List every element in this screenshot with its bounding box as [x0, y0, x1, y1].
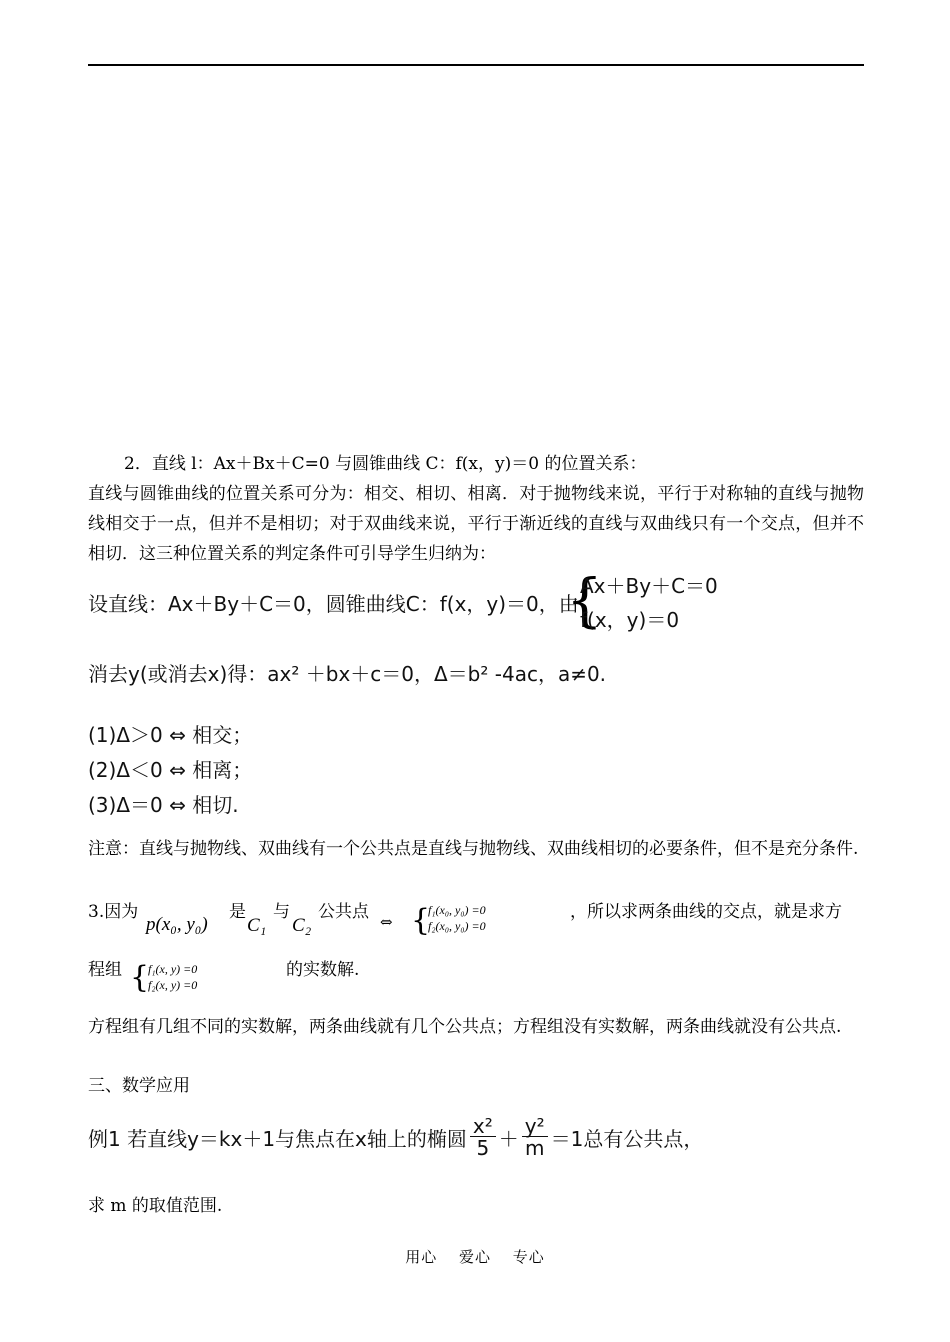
case-tangent: (3)Δ＝0 ⇔ 相切.: [88, 793, 239, 817]
example1-line: [88, 1110, 703, 1164]
footer-item-2: 爱心: [458, 1248, 491, 1266]
fraction-x2-over-5: [470, 1113, 496, 1160]
formula-line1: 设直线：Ax＋By＋C＝0，圆锥曲线C：f(x，y)＝0，由: [88, 592, 579, 616]
section2-heading: 2．直线 l：Ax＋Bx＋C=0 与圆锥曲线 C：f(x，y)＝0 的位置关系：: [124, 454, 647, 474]
curve-c1: C₁: [247, 915, 267, 936]
system-brace: {: [566, 566, 603, 634]
fraction1-numerator: x²: [470, 1116, 496, 1137]
example1-question: 求 m 的取值范围.: [88, 1196, 223, 1216]
fraction2-denominator: m: [524, 1135, 545, 1160]
fraction2-numerator: y²: [522, 1116, 548, 1137]
fraction-y2-over-m: [522, 1113, 548, 1160]
system-b-brace: {: [130, 960, 150, 995]
curve-c2: C₂: [292, 915, 312, 936]
system-eq2: f(x，y)＝0: [580, 608, 680, 632]
formula-line2: 消去y(或消去x)得：ax² ＋bx＋c＝0，Δ＝b² -4ac，a≠0.: [88, 662, 607, 686]
footer-item-1: 用心: [405, 1248, 438, 1266]
page-footer: [0, 1246, 950, 1267]
case-separate: (2)Δ＜0 ⇔ 相离；: [88, 758, 253, 782]
note-text: 注意：直线与抛物线、双曲线有一个公共点是直线与抛物线、双曲线相切的必要条件，但不是充分条件.: [88, 839, 859, 859]
iff-symbol: ⇔: [380, 913, 393, 931]
system-eq1: Ax＋By＋C＝0: [580, 574, 718, 598]
section2-body: 直线与圆锥曲线的位置关系可分为：相交、相切、相离．对于抛物线来说，平行于对称轴的直线与抛物线相交于一点，但并不是相切；对于双曲线来说，平行于渐近线的直线与双曲线只有一个交点，但并不相切．这三种位置关系的判定条件可引导学生归纳为：: [88, 484, 864, 564]
system-b-eq1: f₁(x, y) =0: [148, 962, 198, 976]
section-heading-applications: 三、数学应用: [88, 1076, 190, 1096]
system-a-brace: {: [411, 903, 431, 938]
case-intersect: (1)Δ＞0 ⇔ 相交；: [88, 723, 253, 747]
header-rule: [88, 64, 864, 66]
example1-lead: 例1 若直线y＝kx＋1与焦点在x轴上的椭圆: [88, 1126, 467, 1151]
fraction1-denominator: 5: [476, 1135, 490, 1160]
section3-is: 是: [229, 902, 246, 922]
section3-with: 与: [273, 902, 290, 922]
system-a-eq1: f₁(x₀, y₀) =0: [428, 903, 486, 917]
footer-item-3: 专心: [512, 1248, 545, 1266]
section3-tail: ，所以求两条曲线的交点，就是求方: [570, 902, 842, 922]
point-p: p(x₀, y₀): [146, 914, 208, 935]
system-a-eq2: f₂(x₀, y₀) =0: [428, 919, 486, 933]
section3-line2-lead: 程组: [88, 960, 122, 980]
section3-lead: 3.因为: [88, 902, 139, 922]
section3-conclusion: 方程组有几组不同的实数解，两条曲线就有几个公共点；方程组没有实数解，两条曲线就没有公共点.: [88, 1017, 842, 1037]
plus-sign: ＋: [498, 1126, 519, 1151]
section3-line2-tail: 的实数解.: [286, 960, 360, 980]
example1-tail: ＝1总有公共点，: [550, 1126, 704, 1151]
system-b-eq2: f₂(x, y) =0: [148, 978, 198, 992]
section3-common-point: 公共点: [318, 902, 369, 922]
